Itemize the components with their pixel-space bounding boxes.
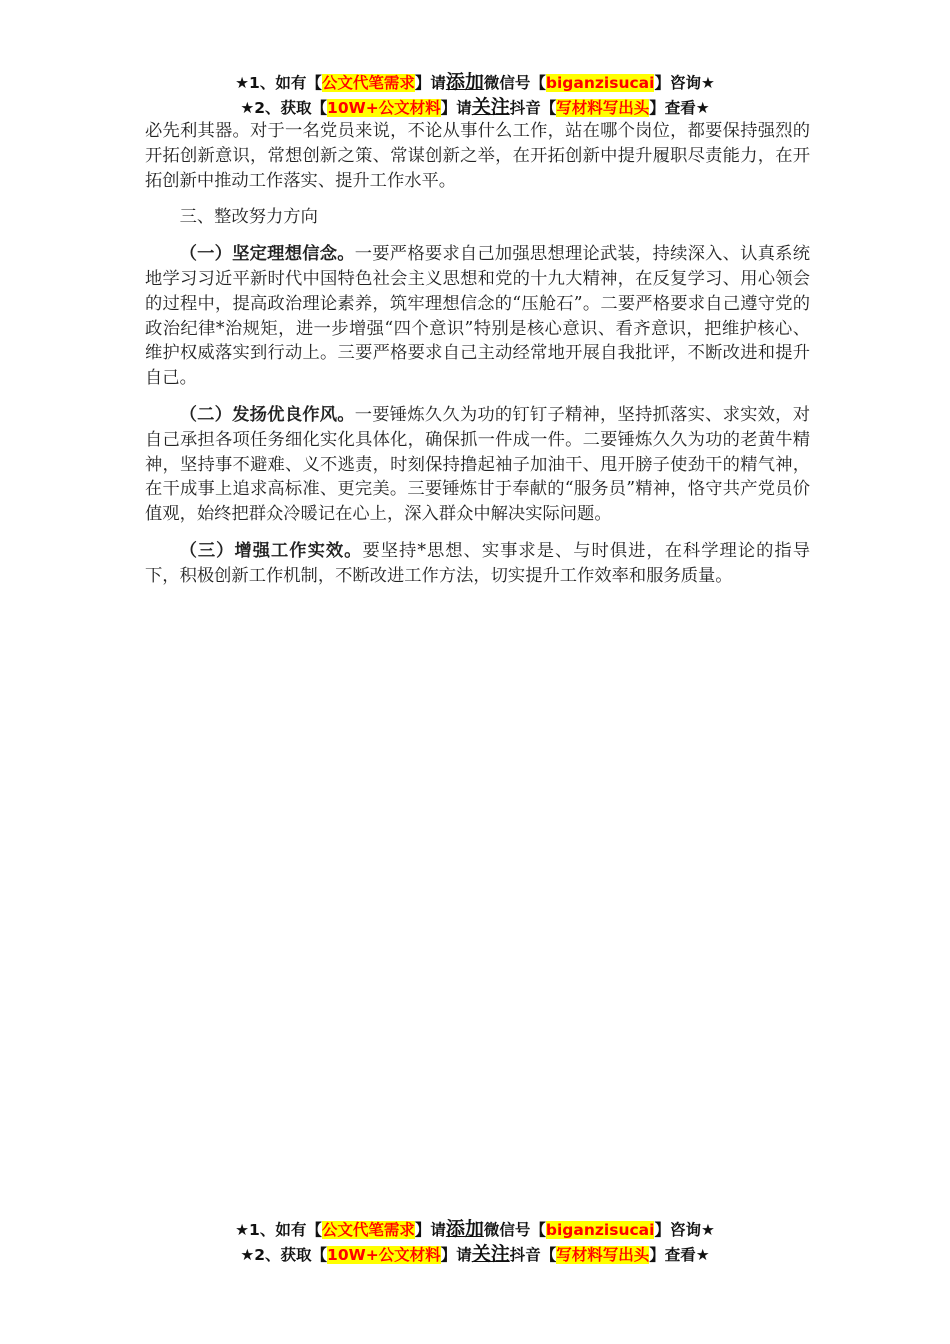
banner-emphasis: 关注 — [471, 1243, 510, 1265]
banner-text: ★1、如有【 — [235, 74, 322, 92]
banner-wechat-id: biganzisucai — [545, 74, 655, 92]
banner-emphasis: 添加 — [445, 1218, 484, 1240]
banner-text: ★2、获取【 — [240, 1246, 328, 1264]
banner-line-2 — [0, 1242, 950, 1267]
banner-text: ★2、获取【 — [240, 99, 328, 117]
banner-text: 微信号【 — [483, 74, 546, 92]
header-banner — [0, 70, 950, 120]
paragraph-lead: （三）增强工作实效。 — [179, 540, 363, 561]
paragraph-style — [145, 403, 810, 527]
banner-text: 抖音【 — [509, 1246, 557, 1264]
banner-emphasis: 关注 — [471, 96, 510, 118]
paragraph-effectiveness — [145, 539, 810, 589]
banner-text: 】查看★ — [649, 1246, 710, 1264]
banner-douyin-id: 写材料写出头 — [556, 1246, 650, 1264]
section-heading: 三、整改努力方向 — [179, 207, 318, 228]
banner-text: 】查看★ — [649, 99, 710, 117]
banner-text: 】请 — [440, 1246, 472, 1264]
banner-line-1 — [0, 70, 950, 95]
banner-text: ★1、如有【 — [235, 1221, 322, 1239]
banner-text: 微信号【 — [483, 1221, 546, 1239]
banner-highlight: 10W+公文材料 — [327, 99, 441, 117]
banner-text: 抖音【 — [509, 99, 557, 117]
banner-wechat-id: biganzisucai — [545, 1221, 655, 1239]
paragraph-text: 一要锤炼久久为功的钉钉子精神，坚持抓落实、求实效，对自己承担各项任务细化实化具体化，确保抓一件成一件。二要锤炼久久为功的老黄牛精神，坚持事不避难、义不逃责，时刻保持撸起袖子加油干、甩开膀子使劲干的精气神，在干成事上追求高标准、更完美。三要锤炼甘于奉献的“服务员”精神，恪守共产党员价值观，始终把群众冷暖记在心上，深入群众中解决实际问题。 — [145, 404, 810, 525]
paragraph-continuation: 必先利其器。对于一名党员来说，不论从事什么工作，站在哪个岗位，都要保持强烈的开拓创新意识，常想创新之策、常谋创新之举，在开拓创新中提升履职尽责能力，在开拓创新中推动工作落实、提升工作水平。 — [145, 121, 810, 191]
footer-banner — [0, 1217, 950, 1267]
paragraph-ideals — [145, 242, 810, 391]
banner-highlight: 公文代笔需求 — [321, 1221, 415, 1239]
paragraph-text: 要坚持*思想、实事求是、与时俱进，在科学理论的指导下，积极创新工作机制，不断改进工作方法，切实提升工作效率和服务质量。 — [145, 540, 810, 586]
paragraph-lead: （二）发扬优良作风。 — [179, 404, 355, 425]
paragraph-text: 一要严格要求自己加强思想理论武装，持续深入、认真系统地学习习近平新时代中国特色社会主义思想和党的十九大精神，在反复学习、用心领会的过程中，提高政治理论素养，筑牢理想信念的“压舱石”。二要严格要求自己遵守党的政治纪律*治规矩，进一步增强“四个意识”特别是核心意识、看齐意识，把维护核心、维护权威落实到行动上。三要严格要求自己主动经常地开展自我批评，不断改进和提升自己。 — [145, 244, 810, 389]
paragraph-lead: （一）坚定理想信念。 — [179, 244, 355, 265]
banner-line-1 — [0, 1217, 950, 1242]
banner-text: 】咨询★ — [654, 1221, 715, 1239]
document-body — [145, 119, 810, 601]
banner-douyin-id: 写材料写出头 — [556, 99, 650, 117]
banner-highlight: 公文代笔需求 — [321, 74, 415, 92]
banner-highlight: 10W+公文材料 — [327, 1246, 441, 1264]
banner-text: 】请 — [440, 99, 472, 117]
banner-line-2 — [0, 95, 950, 120]
banner-emphasis: 添加 — [445, 71, 484, 93]
banner-text: 】请 — [414, 1221, 446, 1239]
banner-text: 】咨询★ — [654, 74, 715, 92]
banner-text: 】请 — [414, 74, 446, 92]
